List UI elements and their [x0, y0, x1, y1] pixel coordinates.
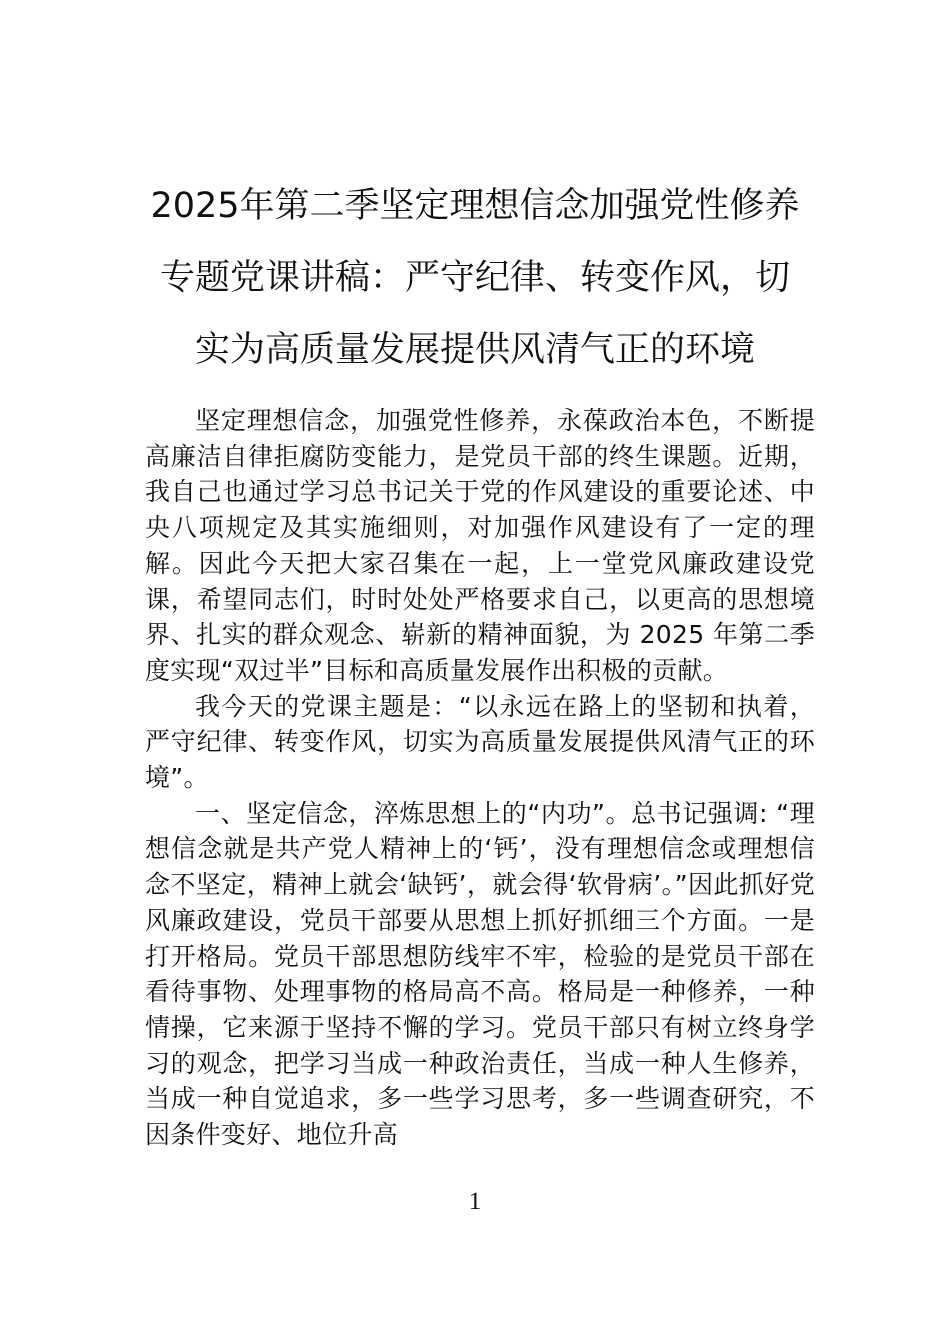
title-line-2: 专题党课讲稿：严守纪律、转变作风，切 [159, 258, 790, 298]
document-body [145, 403, 815, 1153]
paragraph-section-one: 一、坚定信念，淬炼思想上的“内功”。总书记强调: “理想信念就是共产党人精神上的‘钙’，没有理想信念或理想信念不坚定，精神上就会‘缺钙’，就会得‘软骨病’。”因此抓好党风廉政建设，党员干部要从思想上抓好抓细三个方面。一是打开格局。党员干部思想防线牢不牢，检验的是党员干部在看待事物、处理事物的格局高不高。格局是一种修养，一种情操，它来源于坚持不懈的学习。党员干部只有树立终身学习的观念，把学习当成一种政治责任，当成一种人生修养，当成一种自觉追求，多一些学习思考，多一些调查研究，不因条件变好、地位升高 [145, 798, 815, 1150]
paragraph-intro: 坚定理想信念，加强党性修养，永葆政治本色，不断提高廉洁自律拒腐防变能力，是党员干部的终生课题。近期，我自己也通过学习总书记关于党的作风建设的重要论述、中央八项规定及其实施细则，对加强作风建设有了一定的理解。因此今天把大家召集在一起，上一堂党风廉政建设党课，希望同志们，时时处处严格要求自己，以更高的思想境界、扎实的群众观念、崭新的精神面貌，为 2025 年第二季度实现“双过半”目标和高质量发展作出积极的贡献。 [145, 406, 815, 685]
document-title [130, 170, 820, 386]
page-number: 1 [468, 1188, 482, 1215]
paragraph-theme: 我今天的党课主题是：“以永远在路上的坚韧和执着，严守纪律、转变作风，切实为高质量发展提供风清气正的环境”。 [145, 691, 815, 793]
title-line-3: 实为高质量发展提供风清气正的环境 [194, 330, 755, 370]
title-line-1: 2025年第二季坚定理想信念加强党性修养 [150, 186, 800, 226]
